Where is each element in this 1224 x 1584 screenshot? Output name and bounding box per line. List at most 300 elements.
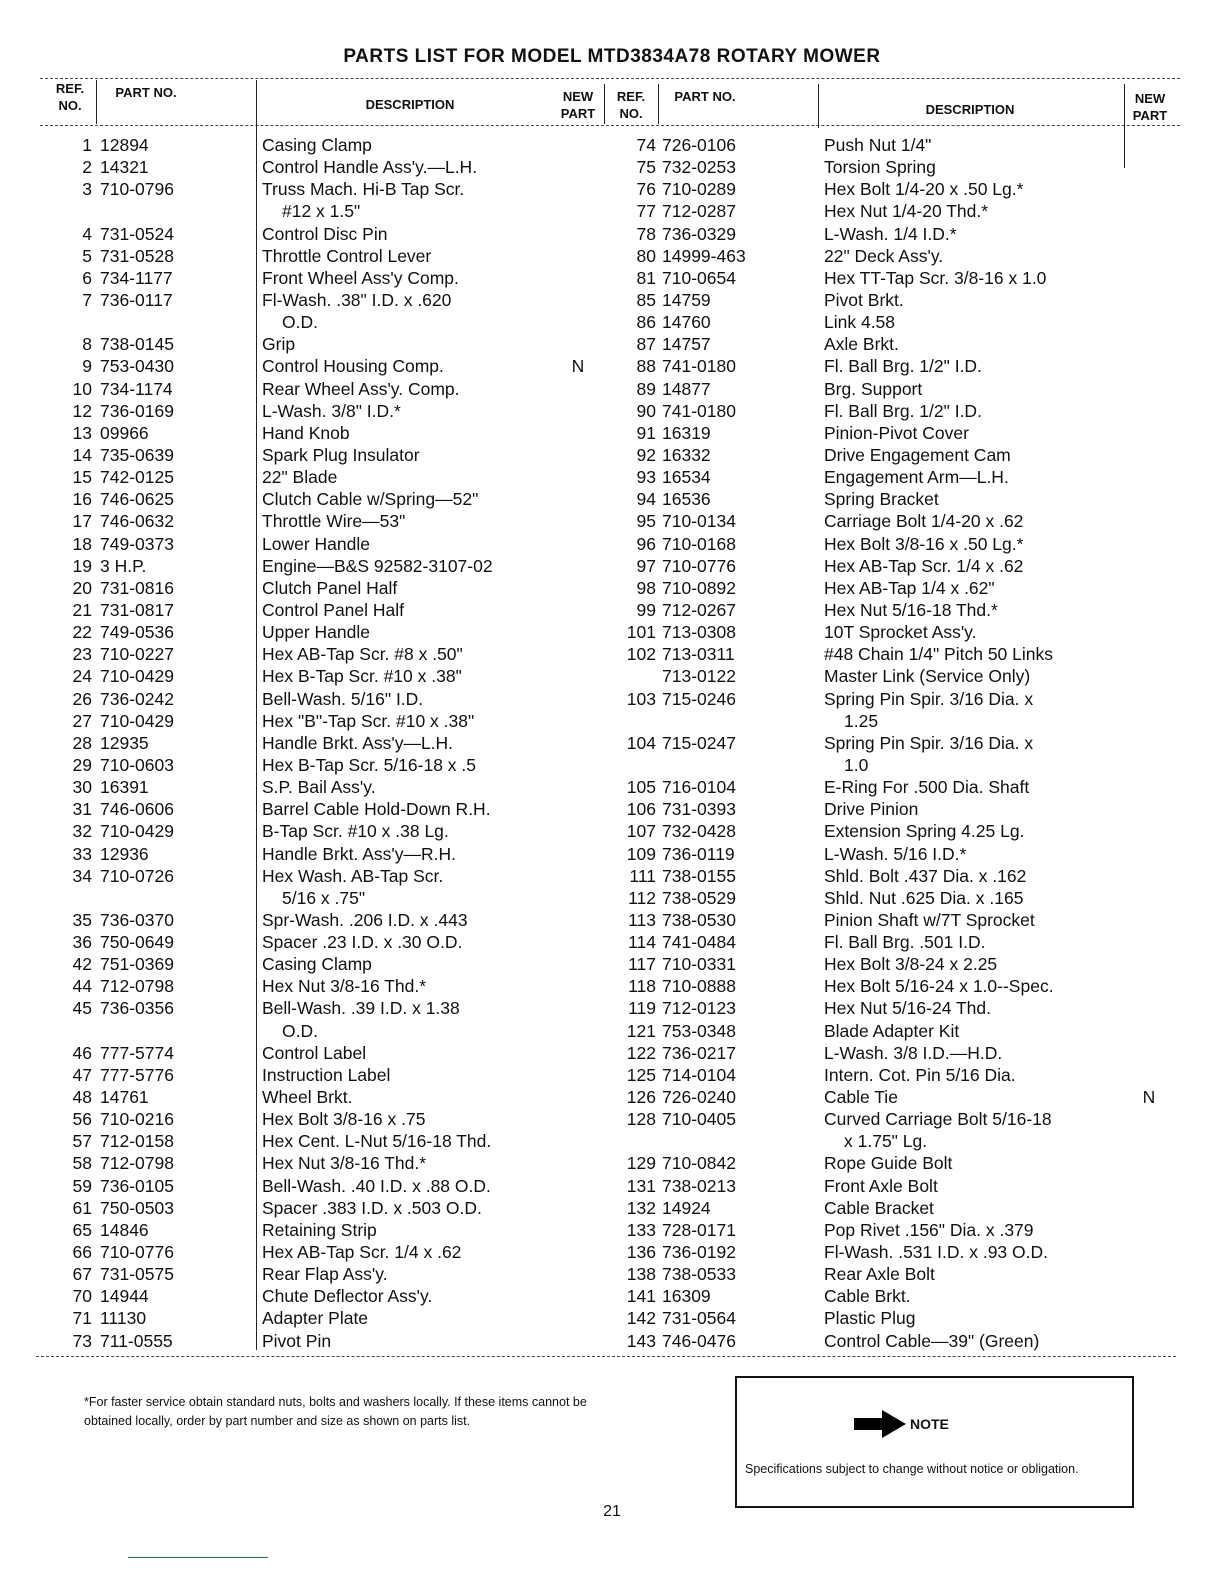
ref-no: 9 [82,356,92,377]
description: Spring Pin Spir. 3/16 Dia. x [824,688,1034,709]
description: Handle Brkt. Ass'y—R.H. [262,843,456,864]
ref-no: 15 [72,467,92,488]
part-no: 11130 [100,1308,147,1329]
description: Lower Handle [262,533,370,554]
description: Pinion-Pivot Cover [824,422,969,443]
part-no: 713-0122 [662,666,736,687]
part-no: 12894 [100,135,149,155]
ref-no: 101 [626,622,656,643]
header-rule [40,125,1180,126]
part-no: 712-0123 [662,998,736,1019]
ref-no: 78 [636,223,656,244]
description: L-Wash. 1/4 I.D.* [824,223,957,244]
description: Hex Nut 5/16-24 Thd. [824,998,991,1019]
part-no: 710-0888 [662,976,736,997]
part-no: 736-0169 [100,400,174,421]
ref-no: 1 [82,135,92,155]
description: Hex B-Tap Scr. #10 x .38" [262,666,462,687]
part-no: 14944 [100,1286,149,1307]
description: Hex Bolt 3/8-16 x .75 [262,1109,426,1130]
part-no: 738-0213 [662,1175,736,1196]
ref-no: 133 [626,1219,656,1240]
part-no: 777-5774 [100,1042,174,1063]
part-no: 14757 [662,334,711,355]
part-no: 741-0180 [662,356,736,377]
part-no: 3 H.P. [100,555,147,576]
description: Wheel Brkt. [262,1087,353,1108]
ref-no: 105 [626,777,656,798]
table-row [0,688,1224,710]
description: Extension Spring 4.25 Lg. [824,821,1025,842]
description: Fl-Wash. .38" I.D. x .620 [262,289,452,310]
ref-no: 122 [626,1042,656,1063]
ref-no: 57 [72,1131,92,1152]
part-no: 736-0242 [100,688,174,709]
description: Spacer .23 I.D. x .30 O.D. [262,932,463,953]
description: Spring Bracket [824,489,939,510]
ref-no: 93 [636,467,656,488]
description: Hex Nut 3/8-16 Thd.* [262,1153,427,1174]
description: Master Link (Service Only) [824,666,1031,687]
table-row [0,621,1224,643]
part-no: 750-0503 [100,1197,174,1218]
table-row [0,1108,1224,1130]
table-row [0,555,1224,577]
description: Hand Knob [262,422,350,443]
part-no: 710-0429 [100,710,174,731]
ref-no: 31 [72,799,92,820]
ref-no: 91 [636,422,656,443]
table-row [0,422,1224,444]
table-row [0,843,1224,865]
ref-no: 97 [636,555,656,576]
description: x 1.75" Lg. [844,1131,928,1152]
part-no: 746-0632 [100,511,174,532]
part-no: 12936 [100,843,149,864]
ref-no: 111 [629,865,656,886]
part-no: 746-0476 [662,1330,736,1351]
note-text: Specifications subject to change without notice or obligation. [745,1462,1079,1476]
description: Engagement Arm—L.H. [824,467,1009,488]
description: Spring Pin Spir. 3/16 Dia. x [824,732,1034,753]
ref-no: 32 [72,821,92,842]
description: Casing Clamp [262,954,372,975]
left-header-new: NEW PART [560,89,596,121]
part-no: 777-5776 [100,1064,174,1085]
table-row [0,754,1224,776]
description: Retaining Strip [262,1219,377,1240]
ref-no: 89 [636,378,656,399]
ref-no: 77 [636,201,656,222]
description: Curved Carriage Bolt 5/16-18 [824,1109,1052,1130]
bottom-rule [128,1557,268,1558]
description: 22" Blade [262,467,338,488]
ref-no: 3 [82,179,92,200]
table-row [0,355,1224,377]
ref-no: 8 [82,334,92,355]
ref-no: 106 [626,799,656,820]
part-no: 736-0117 [100,289,173,310]
table-row [0,1086,1224,1108]
table-row [0,577,1224,599]
ref-no: 131 [626,1175,656,1196]
description: Pivot Brkt. [824,289,904,310]
description: Intern. Cot. Pin 5/16 Dia. [824,1064,1016,1085]
ref-no: 92 [636,444,656,465]
part-no: 731-0816 [100,577,174,598]
part-no: 738-0145 [100,334,174,355]
ref-no: 33 [72,843,92,864]
ref-no: 19 [72,555,92,576]
description: Bell-Wash. .39 I.D. x 1.38 [262,998,460,1019]
description: Control Handle Ass'y.—L.H. [262,157,478,178]
part-no: 16309 [662,1286,711,1307]
table-row [0,710,1224,732]
description: 22" Deck Ass'y. [824,245,944,266]
description: Fl. Ball Brg. .501 I.D. [824,932,986,953]
table-row [0,134,1224,156]
description: L-Wash. 3/8 I.D.—H.D. [824,1042,1003,1063]
ref-no: 80 [636,245,656,266]
table-row [0,267,1224,289]
description: Hex Bolt 5/16-24 x 1.0--Spec. [824,976,1054,997]
part-no: 710-0429 [100,821,174,842]
description: Instruction Label [262,1064,391,1085]
ref-no: 113 [628,909,656,930]
ref-no: 10 [72,378,92,399]
part-no: 710-0776 [662,555,736,576]
part-no: 710-0776 [100,1242,174,1263]
description: Clutch Cable w/Spring—52" [262,489,479,510]
table-row [0,200,1224,222]
table-row [0,1307,1224,1329]
ref-no: 119 [628,998,656,1019]
description: O.D. [282,312,318,333]
ref-no: 14 [72,444,92,465]
part-no: 710-0405 [662,1109,736,1130]
description: Bell-Wash. 5/16" I.D. [262,688,424,709]
ref-no: 118 [628,976,656,997]
top-rule [40,78,1180,79]
part-no: 14999-463 [662,245,746,266]
ref-no: 86 [636,312,656,333]
description: #12 x 1.5" [282,201,361,222]
part-no: 738-0155 [662,865,736,886]
description: Plastic Plug [824,1308,916,1329]
table-row [0,333,1224,355]
ref-no: 56 [72,1109,92,1130]
part-no: 746-0606 [100,799,174,820]
ref-no: 21 [72,599,92,620]
part-no: 731-0817 [100,599,174,620]
ref-no: 67 [72,1264,92,1285]
ref-no: 88 [636,356,656,377]
description: E-Ring For .500 Dia. Shaft [824,777,1030,798]
ref-no: 27 [72,710,92,731]
ref-no: 94 [636,489,656,510]
right-header-ref: REF. NO. [616,89,646,121]
description: Cable Bracket [824,1197,934,1218]
part-no: 731-0564 [662,1308,736,1329]
description: Brg. Support [824,378,923,399]
right-col-divider-1 [658,84,659,124]
table-row [0,865,1224,887]
ref-no: 104 [626,732,656,753]
part-no: 751-0369 [100,954,174,975]
ref-no: 99 [636,599,656,620]
part-no: 753-0430 [100,356,174,377]
part-no: 734-1177 [100,267,173,288]
description: Push Nut 1/4" [824,135,932,155]
table-row [0,599,1224,621]
part-no: 738-0533 [662,1264,736,1285]
ref-no: 2 [82,157,92,178]
description: L-Wash. 3/8" I.D.* [262,400,401,421]
part-no: 710-0726 [100,865,174,886]
ref-no: 81 [636,267,656,288]
ref-no: 112 [628,887,656,908]
ref-no: 29 [72,754,92,775]
part-no: 14924 [662,1197,711,1218]
part-no: 749-0536 [100,622,174,643]
ref-no: 128 [626,1109,656,1130]
ref-no: 132 [626,1197,656,1218]
description: Fl. Ball Brg. 1/2" I.D. [824,356,982,377]
part-no: 712-0158 [100,1131,174,1152]
part-no: 736-0119 [662,843,735,864]
description: Torsion Spring [824,157,936,178]
part-no: 715-0247 [662,732,736,753]
ref-no: 121 [626,1020,656,1041]
part-no: 712-0798 [100,976,174,997]
part-no: 16319 [662,422,711,443]
description: Hex AB-Tap 1/4 x .62" [824,577,995,598]
ref-no: 141 [626,1286,656,1307]
ref-no: 103 [626,688,656,709]
left-col-divider-1 [96,80,97,124]
description: Handle Brkt. Ass'y—L.H. [262,732,454,753]
part-no: 726-0106 [662,135,736,155]
center-divider [604,84,605,124]
part-no: 12935 [100,732,149,753]
ref-no: 42 [72,954,92,975]
description: Adapter Plate [262,1308,369,1329]
ref-no: 90 [636,400,656,421]
part-no: 09966 [100,422,149,443]
ref-no: 5 [82,245,92,266]
ref-no: 30 [72,777,92,798]
description: Hex Nut 1/4-20 Thd.* [824,201,989,222]
ref-no: 102 [626,644,656,665]
part-no: 731-0524 [100,223,174,244]
part-no: 710-0331 [662,954,736,975]
description: 5/16 x .75" [282,887,366,908]
description: Shld. Bolt .437 Dia. x .162 [824,865,1027,886]
ref-no: 138 [626,1264,656,1285]
table-row [0,665,1224,687]
ref-no: 95 [636,511,656,532]
ref-no: 18 [72,533,92,554]
part-no: 14759 [662,289,711,310]
right-parts-table [0,134,1224,1352]
part-no: 732-0428 [662,821,736,842]
new-part-flag: N [1142,1087,1156,1108]
part-no: 735-0639 [100,444,174,465]
ref-no: 22 [72,622,92,643]
table-row [0,643,1224,665]
ref-no: 24 [72,666,92,687]
part-no: 14760 [662,312,711,333]
ref-no: 23 [72,644,92,665]
description: Pivot Pin [262,1330,332,1351]
part-no: 710-0134 [662,511,736,532]
description: Hex AB-Tap Scr. 1/4 x .62 [262,1242,462,1263]
table-row [0,909,1224,931]
description: Link 4.58 [824,312,896,333]
table-row [0,289,1224,311]
description: Hex Nut 5/16-18 Thd.* [824,599,998,620]
part-no: 14761 [100,1087,149,1108]
arrow-right-icon [854,1410,906,1438]
ref-no: 71 [72,1308,92,1329]
ref-no: 48 [72,1087,92,1108]
table-row [0,400,1224,422]
part-no: 738-0529 [662,887,736,908]
part-no: 736-0217 [662,1042,736,1063]
table-row [0,1263,1224,1285]
table-row [0,820,1224,842]
ref-no: 70 [72,1286,92,1307]
table-row [0,311,1224,333]
ref-no: 117 [628,954,656,975]
table-row [0,931,1224,953]
table-row [0,887,1224,909]
description: Fl-Wash. .531 I.D. x .93 O.D. [824,1242,1048,1263]
ref-no: 26 [72,688,92,709]
ref-no: 142 [626,1308,656,1329]
table-row [0,156,1224,178]
ref-no: 136 [626,1242,656,1263]
description: Casing Clamp [262,135,372,155]
table-row [0,997,1224,1019]
table-row [0,1130,1224,1152]
part-no: 711-0555 [100,1330,173,1351]
description: Control Housing Comp. [262,356,444,377]
description: Hex Bolt 1/4-20 x .50 Lg.* [824,179,1024,200]
part-no: 16536 [662,489,711,510]
footnote: *For faster service obtain standard nuts, bolts and washers locally. If these items cannot be obtained locally, order by part number and size as shown on parts list. [84,1395,587,1428]
ref-no: 107 [626,821,656,842]
part-no: 746-0625 [100,489,174,510]
table-row [0,732,1224,754]
table-row [0,1285,1224,1307]
ref-no: 45 [72,998,92,1019]
description: Front Axle Bolt [824,1175,938,1196]
description: Drive Pinion [824,799,919,820]
description: Hex AB-Tap Scr. 1/4 x .62 [824,555,1024,576]
description: Bell-Wash. .40 I.D. x .88 O.D. [262,1175,491,1196]
part-no: 726-0240 [662,1087,736,1108]
ref-no: 12 [72,400,92,421]
description: Front Wheel Ass'y Comp. [262,267,459,288]
description: Blade Adapter Kit [824,1020,960,1041]
table-row [0,223,1224,245]
ref-no: 34 [72,865,92,886]
part-no: 712-0287 [662,201,736,222]
table-row [0,1330,1224,1352]
part-no: 716-0104 [662,777,736,798]
left-header-ref: REF. NO. [55,81,85,113]
description: Grip [262,334,296,355]
part-no: 710-0168 [662,533,736,554]
description: Clutch Panel Half [262,577,398,598]
ref-no: 74 [636,135,656,155]
description: Rear Flap Ass'y. [262,1264,388,1285]
ref-no: 87 [636,334,656,355]
description: Control Cable—39" (Green) [824,1330,1040,1351]
part-no: 732-0253 [662,157,736,178]
ref-no: 73 [72,1330,92,1351]
part-no: 710-0796 [100,179,174,200]
ref-no: 58 [72,1153,92,1174]
description: Cable Tie [824,1087,898,1108]
part-no: 741-0484 [662,932,736,953]
description: Hex AB-Tap Scr. #8 x .50" [262,644,463,665]
part-no: 710-0429 [100,666,174,687]
part-no: 736-0105 [100,1175,174,1196]
part-no: 712-0798 [100,1153,174,1174]
part-no: 713-0308 [662,622,736,643]
ref-no: 109 [626,843,656,864]
page-title: PARTS LIST FOR MODEL MTD3834A78 ROTARY MOWER [343,46,881,67]
description: Rope Guide Bolt [824,1153,953,1174]
ref-no: 16 [72,489,92,510]
right-header-new: NEW PART [1132,91,1168,123]
part-no: 731-0575 [100,1264,174,1285]
table-row [0,1064,1224,1086]
right-header-desc: DESCRIPTION [925,102,1015,117]
description: Hex Bolt 3/8-24 x 2.25 [824,954,998,975]
bottom-table-rule [36,1356,1176,1357]
description: Control Panel Half [262,599,405,620]
description: Throttle Control Lever [262,245,432,266]
page-number: 21 [603,1503,621,1520]
table-row [0,776,1224,798]
description: Hex Bolt 3/8-16 x .50 Lg.* [824,533,1024,554]
description: Hex "B"-Tap Scr. #10 x .38" [262,710,475,731]
part-no: 728-0171 [662,1219,736,1240]
description: S.P. Bail Ass'y. [262,777,376,798]
description: Upper Handle [262,622,370,643]
part-no: 710-0603 [100,754,174,775]
description: Throttle Wire—53" [262,511,406,532]
description: Chute Deflector Ass'y. [262,1286,433,1307]
table-row [0,1175,1224,1197]
table-row [0,1219,1224,1241]
table-row [0,488,1224,510]
description: L-Wash. 5/16 I.D.* [824,843,967,864]
part-no: 715-0246 [662,688,736,709]
ref-no: 143 [626,1330,656,1351]
description: Hex Nut 3/8-16 Thd.* [262,976,427,997]
ref-no: 96 [636,533,656,554]
part-no: 736-0329 [662,223,736,244]
description: Hex B-Tap Scr. 5/16-18 x .5 [262,754,476,775]
ref-no: 7 [82,289,92,310]
description: Barrel Cable Hold-Down R.H. [262,799,491,820]
part-no: 736-0192 [662,1242,736,1263]
table-row [0,510,1224,532]
